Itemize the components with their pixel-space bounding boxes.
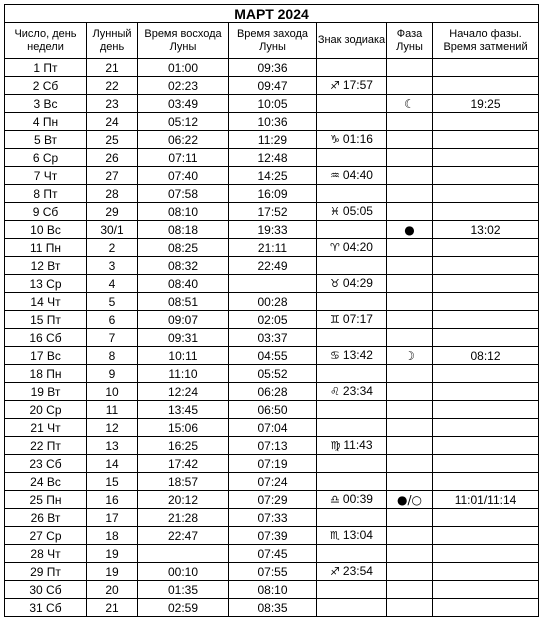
- phase-start-cell: 19:25: [433, 95, 539, 113]
- moonset-cell: 07:24: [229, 473, 317, 491]
- table-row: [5, 203, 539, 221]
- phase-start-cell: [433, 437, 539, 455]
- date-cell: 31 Сб: [5, 599, 87, 617]
- zodiac-cell: [317, 293, 387, 311]
- moonrise-cell: 07:40: [138, 167, 229, 185]
- phase-start-cell: [433, 293, 539, 311]
- moonrise-cell: 10:11: [138, 347, 229, 365]
- moonrise-cell: 07:11: [138, 149, 229, 167]
- phase-start-cell: [433, 185, 539, 203]
- header-moonset: Время захода Луны: [229, 23, 317, 59]
- zodiac-time: 23:54: [342, 564, 373, 578]
- table-row: [5, 581, 539, 599]
- table-row: [5, 275, 539, 293]
- date-cell: 5 Вт: [5, 131, 87, 149]
- moonset-cell: 07:33: [229, 509, 317, 527]
- lunar-day-cell: 2: [87, 239, 138, 257]
- header-phase: Фаза Луны: [387, 23, 433, 59]
- moonrise-cell: 22:47: [138, 527, 229, 545]
- zodiac-time: 11:43: [343, 438, 373, 452]
- date-cell: 17 Вс: [5, 347, 87, 365]
- zodiac-cell: [317, 185, 387, 203]
- phase-start-cell: [433, 131, 539, 149]
- lunar-day-cell: 5: [87, 293, 138, 311]
- zodiac-cell: [317, 401, 387, 419]
- table-row: [5, 401, 539, 419]
- zodiac-cell: [317, 419, 387, 437]
- table-row: [5, 95, 539, 113]
- header-zodiac: Знак зодиака: [317, 23, 387, 59]
- date-cell: 22 Пт: [5, 437, 87, 455]
- moonset-cell: 07:45: [229, 545, 317, 563]
- moonset-cell: 14:25: [229, 167, 317, 185]
- lunar-day-cell: 20: [87, 581, 138, 599]
- libra-icon: ♎: [330, 493, 340, 506]
- phase-cell: [387, 239, 433, 257]
- zodiac-cell: [317, 383, 387, 401]
- phase-cell: [387, 203, 433, 221]
- moonset-cell: 21:11: [229, 239, 317, 257]
- lunar-day-cell: 3: [87, 257, 138, 275]
- lunar-day-cell: 16: [87, 491, 138, 509]
- zodiac-cell: [317, 599, 387, 617]
- lunar-day-cell: 17: [87, 509, 138, 527]
- lunar-day-cell: 21: [87, 599, 138, 617]
- phase-start-cell: [433, 239, 539, 257]
- moonrise-cell: 11:10: [138, 365, 229, 383]
- scorpio-icon: ♏: [330, 529, 340, 542]
- date-cell: 3 Вс: [5, 95, 87, 113]
- moonrise-cell: 18:57: [138, 473, 229, 491]
- phase-start-cell: [433, 599, 539, 617]
- table-row: [5, 329, 539, 347]
- moonrise-cell: 13:45: [138, 401, 229, 419]
- date-cell: 8 Пт: [5, 185, 87, 203]
- moonset-cell: 10:36: [229, 113, 317, 131]
- zodiac-cell: [317, 563, 387, 581]
- phase-start-cell: [433, 527, 539, 545]
- table-row: [5, 365, 539, 383]
- table-row: [5, 113, 539, 131]
- lunar-day-cell: 14: [87, 455, 138, 473]
- phase-cell: [387, 563, 433, 581]
- table-row: [5, 221, 539, 239]
- moonset-cell: 19:33: [229, 221, 317, 239]
- capricorn-icon: ♑: [330, 133, 340, 146]
- zodiac-cell: [317, 473, 387, 491]
- aquarius-icon: ♒: [330, 169, 340, 182]
- table-row: [5, 149, 539, 167]
- lunar-day-cell: 29: [87, 203, 138, 221]
- moonrise-cell: 12:24: [138, 383, 229, 401]
- aries-icon: ♈: [330, 241, 340, 254]
- moonset-cell: 06:50: [229, 401, 317, 419]
- zodiac-time: 04:40: [342, 168, 373, 182]
- zodiac-cell: [317, 365, 387, 383]
- zodiac-time: 00:39: [342, 492, 373, 506]
- date-cell: 24 Вс: [5, 473, 87, 491]
- phase-cell: [387, 599, 433, 617]
- date-cell: 1 Пт: [5, 59, 87, 77]
- pisces-icon: ♓: [330, 205, 340, 218]
- table-body: [5, 59, 539, 617]
- phase-start-cell: 13:02: [433, 221, 539, 239]
- moonset-cell: 10:05: [229, 95, 317, 113]
- phase-start-cell: [433, 401, 539, 419]
- zodiac-cell: [317, 95, 387, 113]
- table-row: [5, 419, 539, 437]
- phase-start-cell: [433, 203, 539, 221]
- zodiac-cell: [317, 113, 387, 131]
- phase-cell: [387, 365, 433, 383]
- last-quarter-icon: ☾: [404, 96, 415, 111]
- date-cell: 27 Ср: [5, 527, 87, 545]
- moonrise-cell: 20:12: [138, 491, 229, 509]
- phase-cell: [387, 581, 433, 599]
- header-row: [5, 23, 539, 59]
- moonset-cell: 09:47: [229, 77, 317, 95]
- date-cell: 2 Сб: [5, 77, 87, 95]
- table-row: [5, 185, 539, 203]
- phase-start-cell: [433, 113, 539, 131]
- phase-cell: [387, 293, 433, 311]
- lunar-day-cell: 26: [87, 149, 138, 167]
- zodiac-cell: [317, 311, 387, 329]
- phase-start-cell: 11:01/11:14: [433, 491, 539, 509]
- zodiac-cell: [317, 329, 387, 347]
- phase-start-cell: [433, 473, 539, 491]
- date-cell: 16 Сб: [5, 329, 87, 347]
- zodiac-time: 01:16: [342, 132, 373, 146]
- lunar-day-cell: 6: [87, 311, 138, 329]
- leo-icon: ♌: [330, 385, 340, 398]
- zodiac-cell: [317, 221, 387, 239]
- date-cell: 18 Пн: [5, 365, 87, 383]
- lunar-day-cell: 7: [87, 329, 138, 347]
- date-cell: 23 Сб: [5, 455, 87, 473]
- table-row: [5, 473, 539, 491]
- table-row: [5, 167, 539, 185]
- header-phase-start: Начало фазы. Время затмений: [433, 23, 539, 59]
- zodiac-cell: [317, 131, 387, 149]
- sagittarius-icon: ♐: [330, 79, 340, 92]
- moonrise-cell: 17:42: [138, 455, 229, 473]
- phase-cell: [387, 401, 433, 419]
- phase-start-cell: [433, 167, 539, 185]
- phase-cell: [387, 131, 433, 149]
- table-row: [5, 77, 539, 95]
- calendar-wrapper: [4, 4, 539, 617]
- date-cell: 14 Чт: [5, 293, 87, 311]
- moonrise-cell: 21:28: [138, 509, 229, 527]
- phase-cell: [387, 149, 433, 167]
- lunar-day-cell: 18: [87, 527, 138, 545]
- phase-start-cell: [433, 545, 539, 563]
- phase-cell: [387, 347, 433, 365]
- moonset-cell: 16:09: [229, 185, 317, 203]
- moonset-cell: [229, 275, 317, 293]
- moonset-cell: 03:37: [229, 329, 317, 347]
- date-cell: 30 Сб: [5, 581, 87, 599]
- phase-start-cell: [433, 365, 539, 383]
- lunar-day-cell: 10: [87, 383, 138, 401]
- table-row: [5, 239, 539, 257]
- moonrise-cell: 06:22: [138, 131, 229, 149]
- sagittarius-icon: ♐: [330, 565, 340, 578]
- phase-start-cell: [433, 509, 539, 527]
- date-cell: 11 Пн: [5, 239, 87, 257]
- zodiac-time: 04:20: [342, 240, 373, 254]
- moonrise-cell: 00:10: [138, 563, 229, 581]
- moonrise-cell: 08:51: [138, 293, 229, 311]
- date-cell: 9 Сб: [5, 203, 87, 221]
- phase-cell: [387, 383, 433, 401]
- phase-cell: [387, 437, 433, 455]
- moonrise-cell: 05:12: [138, 113, 229, 131]
- moonrise-cell: 02:59: [138, 599, 229, 617]
- moonrise-cell: [138, 545, 229, 563]
- zodiac-time: 05:05: [342, 204, 373, 218]
- zodiac-cell: [317, 491, 387, 509]
- date-cell: 28 Чт: [5, 545, 87, 563]
- phase-cell: [387, 473, 433, 491]
- phase-cell: [387, 545, 433, 563]
- moonrise-cell: 01:00: [138, 59, 229, 77]
- zodiac-cell: [317, 347, 387, 365]
- zodiac-cell: [317, 203, 387, 221]
- virgo-icon: ♍: [330, 439, 341, 452]
- lunar-day-cell: 4: [87, 275, 138, 293]
- phase-cell: [387, 113, 433, 131]
- zodiac-cell: [317, 257, 387, 275]
- zodiac-cell: [317, 239, 387, 257]
- table-title: МАРТ 2024: [5, 5, 539, 23]
- moonset-cell: 11:29: [229, 131, 317, 149]
- table-row: [5, 383, 539, 401]
- table-row: [5, 311, 539, 329]
- moon-calendar-table: [4, 4, 539, 617]
- date-cell: 13 Ср: [5, 275, 87, 293]
- phase-start-cell: [433, 419, 539, 437]
- moonset-cell: 05:52: [229, 365, 317, 383]
- moonrise-cell: 08:40: [138, 275, 229, 293]
- moonset-cell: 06:28: [229, 383, 317, 401]
- phase-cell: [387, 527, 433, 545]
- zodiac-time: 04:29: [342, 276, 373, 290]
- header-lunar-day: Лунный день: [87, 23, 138, 59]
- phase-start-cell: [433, 149, 539, 167]
- table-row: [5, 491, 539, 509]
- moonset-cell: 22:49: [229, 257, 317, 275]
- lunar-day-cell: 25: [87, 131, 138, 149]
- table-row: [5, 59, 539, 77]
- zodiac-time: 13:42: [342, 348, 373, 362]
- moonset-cell: 07:39: [229, 527, 317, 545]
- moonset-cell: 02:05: [229, 311, 317, 329]
- table-row: [5, 293, 539, 311]
- zodiac-time: 07:17: [342, 312, 373, 326]
- lunar-day-cell: 15: [87, 473, 138, 491]
- phase-start-cell: [433, 383, 539, 401]
- lunar-day-cell: 11: [87, 401, 138, 419]
- table-row: [5, 599, 539, 617]
- moonrise-cell: 03:49: [138, 95, 229, 113]
- zodiac-cell: [317, 545, 387, 563]
- date-cell: 19 Вт: [5, 383, 87, 401]
- zodiac-cell: [317, 581, 387, 599]
- zodiac-cell: [317, 59, 387, 77]
- phase-cell: [387, 419, 433, 437]
- phase-cell: [387, 311, 433, 329]
- phase-start-cell: [433, 257, 539, 275]
- zodiac-cell: [317, 527, 387, 545]
- date-cell: 4 Пн: [5, 113, 87, 131]
- phase-start-cell: [433, 59, 539, 77]
- date-cell: 21 Чт: [5, 419, 87, 437]
- phase-cell: [387, 167, 433, 185]
- lunar-day-cell: 19: [87, 545, 138, 563]
- moonset-cell: 04:55: [229, 347, 317, 365]
- phase-start-cell: [433, 455, 539, 473]
- zodiac-cell: [317, 437, 387, 455]
- phase-cell: [387, 257, 433, 275]
- table-row: [5, 257, 539, 275]
- date-cell: 29 Пт: [5, 563, 87, 581]
- table-row: [5, 563, 539, 581]
- moonset-cell: 08:10: [229, 581, 317, 599]
- gemini-icon: ♊: [330, 313, 340, 326]
- phase-cell: [387, 59, 433, 77]
- moonset-cell: 08:35: [229, 599, 317, 617]
- phase-cell: [387, 221, 433, 239]
- table-row: [5, 131, 539, 149]
- moonrise-cell: 08:32: [138, 257, 229, 275]
- table-row: [5, 545, 539, 563]
- zodiac-cell: [317, 509, 387, 527]
- moonrise-cell: 09:31: [138, 329, 229, 347]
- table-row: [5, 455, 539, 473]
- zodiac-cell: [317, 455, 387, 473]
- phase-cell: [387, 77, 433, 95]
- zodiac-time: 23:34: [342, 384, 373, 398]
- new-moon-icon: ●: [404, 222, 415, 237]
- lunar-day-cell: 19: [87, 563, 138, 581]
- zodiac-cell: [317, 77, 387, 95]
- phase-start-cell: [433, 329, 539, 347]
- date-cell: 15 Пт: [5, 311, 87, 329]
- lunar-day-cell: 27: [87, 167, 138, 185]
- phase-start-cell: [433, 311, 539, 329]
- lunar-day-cell: 24: [87, 113, 138, 131]
- lunar-day-cell: 23: [87, 95, 138, 113]
- full-moon-eclipse-icon: ●/○: [397, 492, 422, 507]
- zodiac-time: 13:04: [342, 528, 373, 542]
- moonset-cell: 17:52: [229, 203, 317, 221]
- phase-start-cell: [433, 77, 539, 95]
- moonset-cell: 07:13: [229, 437, 317, 455]
- phase-start-cell: [433, 275, 539, 293]
- lunar-day-cell: 13: [87, 437, 138, 455]
- first-quarter-icon: ☽: [404, 348, 415, 363]
- lunar-day-cell: 8: [87, 347, 138, 365]
- lunar-day-cell: 28: [87, 185, 138, 203]
- date-cell: 26 Вт: [5, 509, 87, 527]
- moonset-cell: 09:36: [229, 59, 317, 77]
- moonset-cell: 07:55: [229, 563, 317, 581]
- zodiac-cell: [317, 167, 387, 185]
- phase-cell: [387, 185, 433, 203]
- lunar-day-cell: 30/1: [87, 221, 138, 239]
- header-date: Число, день недели: [5, 23, 87, 59]
- table-row: [5, 347, 539, 365]
- date-cell: 10 Вс: [5, 221, 87, 239]
- date-cell: 20 Ср: [5, 401, 87, 419]
- moonrise-cell: 02:23: [138, 77, 229, 95]
- lunar-day-cell: 9: [87, 365, 138, 383]
- lunar-day-cell: 12: [87, 419, 138, 437]
- date-cell: 7 Чт: [5, 167, 87, 185]
- phase-cell: [387, 491, 433, 509]
- moonset-cell: 07:29: [229, 491, 317, 509]
- phase-cell: [387, 95, 433, 113]
- phase-start-cell: [433, 563, 539, 581]
- header-moonrise: Время восхода Луны: [138, 23, 229, 59]
- lunar-day-cell: 21: [87, 59, 138, 77]
- cancer-icon: ♋: [330, 349, 340, 362]
- table-row: [5, 509, 539, 527]
- date-cell: 6 Ср: [5, 149, 87, 167]
- date-cell: 12 Вт: [5, 257, 87, 275]
- moonrise-cell: 08:10: [138, 203, 229, 221]
- phase-cell: [387, 329, 433, 347]
- moonrise-cell: 08:18: [138, 221, 229, 239]
- zodiac-time: 17:57: [342, 78, 373, 92]
- moonrise-cell: 09:07: [138, 311, 229, 329]
- moonset-cell: 00:28: [229, 293, 317, 311]
- phase-start-cell: [433, 581, 539, 599]
- phase-cell: [387, 275, 433, 293]
- phase-cell: [387, 455, 433, 473]
- moonset-cell: 07:04: [229, 419, 317, 437]
- table-row: [5, 437, 539, 455]
- date-cell: 25 Пн: [5, 491, 87, 509]
- moonrise-cell: 16:25: [138, 437, 229, 455]
- moonrise-cell: 15:06: [138, 419, 229, 437]
- zodiac-cell: [317, 149, 387, 167]
- moonrise-cell: 08:25: [138, 239, 229, 257]
- moonset-cell: 07:19: [229, 455, 317, 473]
- zodiac-cell: [317, 275, 387, 293]
- phase-cell: [387, 509, 433, 527]
- moonset-cell: 12:48: [229, 149, 317, 167]
- lunar-day-cell: 22: [87, 77, 138, 95]
- phase-start-cell: 08:12: [433, 347, 539, 365]
- table-row: [5, 527, 539, 545]
- taurus-icon: ♉: [330, 277, 340, 290]
- moonrise-cell: 01:35: [138, 581, 229, 599]
- moonrise-cell: 07:58: [138, 185, 229, 203]
